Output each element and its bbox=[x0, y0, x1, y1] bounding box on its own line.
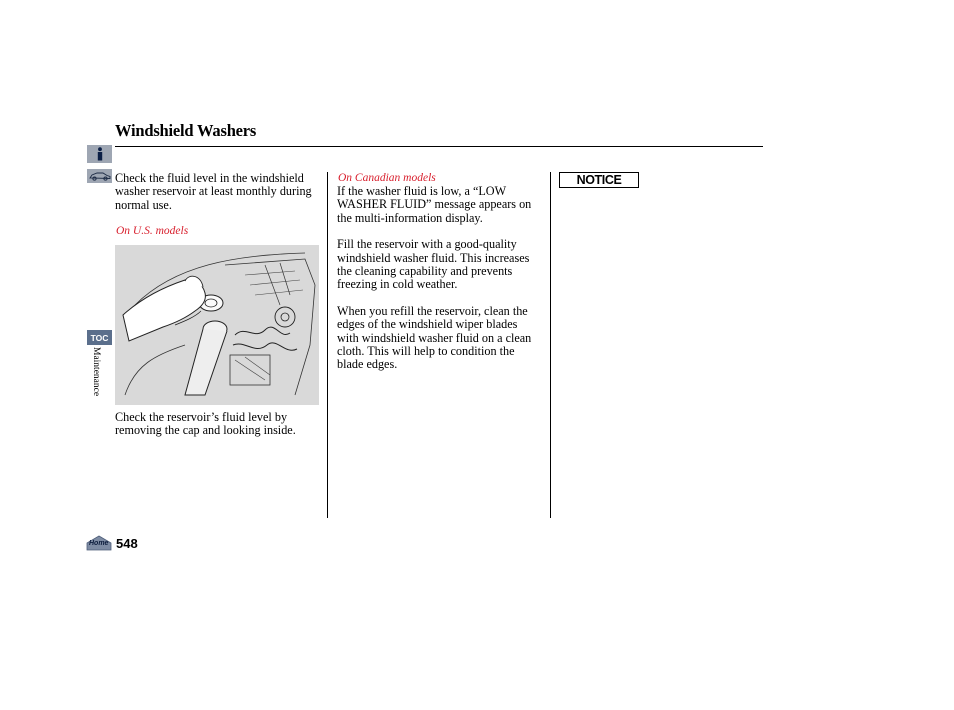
reservoir-illustration-art bbox=[115, 245, 319, 405]
page-title: Windshield Washers bbox=[115, 121, 257, 140]
col2-paragraph-3: When you refill the reservoir, clean the edges of the windshield wiper blades with windshield washer fluid on a clean cloth. This will help to condition the blade edges. bbox=[337, 303, 532, 372]
col1-after-image: Check the reservoir’s fluid level by removing the cap and looking inside. bbox=[115, 410, 296, 438]
us-models-caption: On U.S. models bbox=[116, 225, 189, 237]
page-number: 548 bbox=[116, 536, 138, 551]
column-divider-2 bbox=[550, 172, 551, 518]
info-icon[interactable] bbox=[87, 145, 112, 163]
col2-paragraph-1: If the washer fluid is low, a “LOW WASHER FLUID” message appears on the multi-information display. bbox=[337, 184, 532, 225]
home-label: Home bbox=[89, 540, 109, 547]
section-label-text: Maintenance bbox=[91, 347, 101, 397]
home-button[interactable] bbox=[86, 535, 112, 551]
canadian-models-caption: On Canadian models bbox=[338, 172, 436, 184]
section-label bbox=[88, 349, 104, 419]
car-icon[interactable] bbox=[87, 169, 112, 183]
reservoir-illustration bbox=[115, 245, 319, 405]
column-divider-1 bbox=[327, 172, 328, 518]
title-divider bbox=[115, 146, 763, 147]
toc-button[interactable]: TOC bbox=[87, 330, 112, 345]
col1-intro: Check the fluid level in the windshield washer reservoir at least monthly during normal use. bbox=[115, 171, 312, 212]
col2-body bbox=[337, 185, 542, 385]
info-icon-glyph bbox=[94, 147, 106, 161]
car-icon-glyph bbox=[89, 171, 111, 181]
notice-label: NOTICE bbox=[559, 172, 639, 188]
col2-paragraph-2: Fill the reservoir with a good-quality windshield washer fluid. This increases the cleaning capability and prevents freezing in cold weather. bbox=[337, 237, 530, 292]
